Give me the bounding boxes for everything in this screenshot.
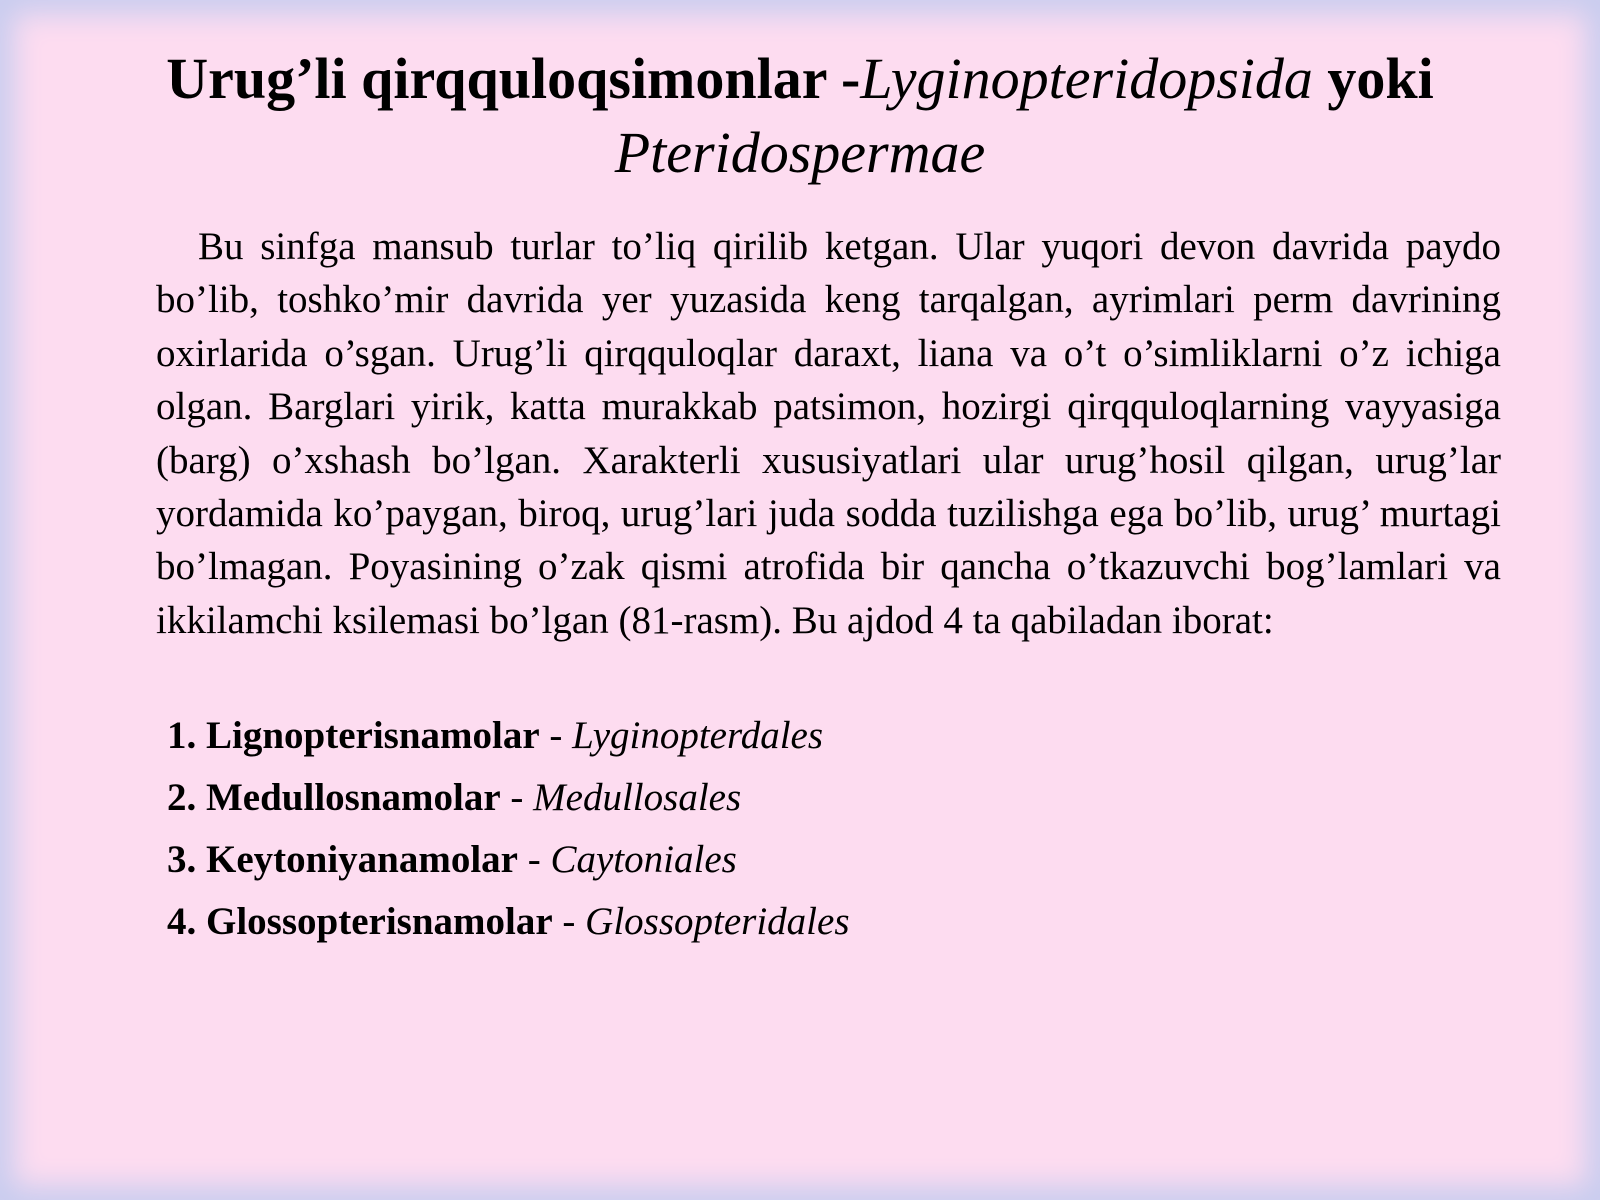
order-name: Glossopterisnamolar	[206, 900, 553, 943]
title-conjunction: yoki	[1312, 46, 1434, 111]
order-number: 2.	[167, 776, 197, 819]
order-latin-name: Medullosales	[533, 776, 742, 819]
order-separator: -	[500, 776, 534, 819]
title-latin-synonym: Pteridospermae	[614, 120, 986, 185]
order-name: Lignopterisnamolar	[206, 714, 540, 757]
list-item	[167, 891, 850, 953]
order-separator: -	[552, 900, 586, 943]
orders-list	[167, 705, 850, 953]
title-uzbek: Urug’li qirqquloqsimonlar -	[166, 46, 861, 111]
order-separator: -	[517, 838, 551, 881]
order-separator: -	[539, 714, 573, 757]
order-latin-name: Caytoniales	[550, 838, 737, 881]
list-item	[167, 829, 850, 891]
list-item	[167, 705, 850, 767]
order-number: 1.	[167, 714, 197, 757]
order-latin-name: Lyginopterdales	[572, 714, 824, 757]
list-item	[167, 767, 850, 829]
order-name: Medullosnamolar	[206, 776, 501, 819]
description-paragraph: Bu sinfga mansub turlar to’liq qirilib ketgan. Ular yuqori devon davrida paydo bo’lib, toshko’mir davrida yer yuzasida keng tarqalgan, ayrimlari perm davrining oxirlarida o’sgan. Urug’li qirqquloqlar daraxt, liana va o’t o’simliklarni o’z ichiga olgan. Barglari yirik, katta murakkab patsimon, hozirgi qirqquloqlarning vayyasiga (barg) o’xshash bo’lgan. Xarakterli xususiyatlari ular urug’hosil qilgan, urug’lar yordamida ko’paygan, biroq, urug’lari juda sodda tuzilishga ega bo’lib, urug’ murtagi bo’lmagan. Poyasining o’zak qismi atrofida bir qancha o’tkazuvchi bog’lamlari va ikkilamchi ksilemasi bo’lgan (81-rasm). Bu ajdod 4 ta qabiladan iborat:	[156, 225, 1501, 642]
order-number: 3.	[167, 838, 197, 881]
slide-title	[80, 42, 1520, 190]
order-name: Keytoniyanamolar	[206, 838, 518, 881]
title-latin-class: Lyginopteridopsida	[860, 46, 1313, 111]
order-latin-name: Glossopteridales	[585, 900, 850, 943]
order-number: 4.	[167, 900, 197, 943]
